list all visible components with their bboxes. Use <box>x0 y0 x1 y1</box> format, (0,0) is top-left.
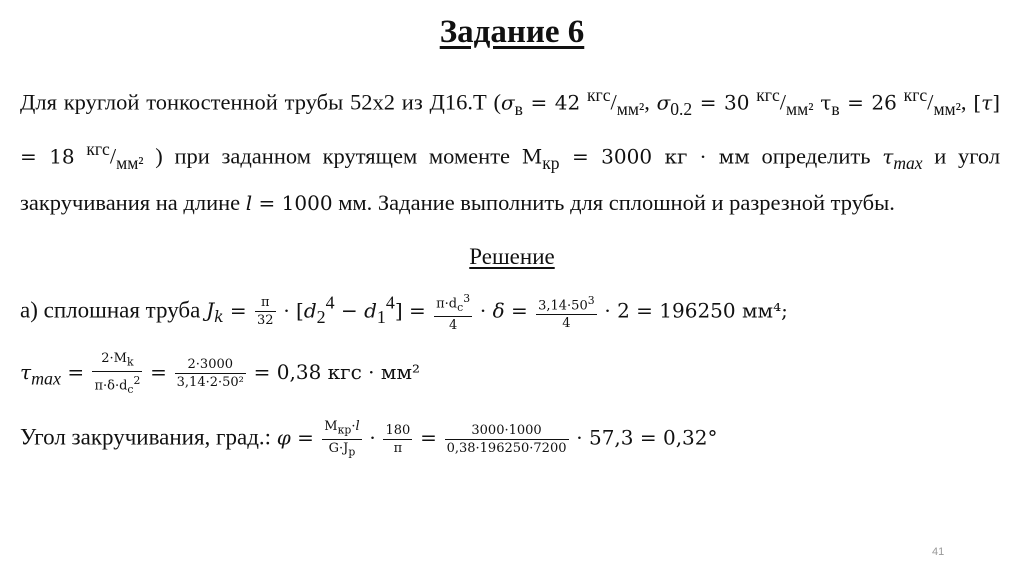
task-statement: Для круглой тонкостенной трубы 52х2 из Д16.Т ($\sigma_в = 42$ $^{кгс}/_{мм^2}$, $\sigma_{0.2} = 30$ $^{кгс}/_{мм^2}$ $\tau_в = 26$ $^{кгс}/_{мм^2}$, [τ] = 18 $^{кгс}/_{мм^2}$ ) при заданном крутящем моменте $М_{кр} = 3000$ кг · мм определить $\tau_{max}$ и угол закручивания на длине l = 1000 мм. Задание выполнить для сплошной и разрезной трубы. <box>20 85 1001 215</box>
sigma-b-value: 42 <box>554 90 581 115</box>
angle-label: Угол закручивания, град.: <box>20 424 272 450</box>
task-text-2: при заданном крутящем моменте <box>174 143 511 169</box>
length-value: 1000 <box>281 191 333 215</box>
fraction: $\frac{3000\cdot 1000}{0,38\cdot 196250\cdot 7200}$ <box>446 422 567 456</box>
formula-twist-angle: Угол закручивания, град.: φ = $\frac{M_{кр}\cdot l}{G\cdot J_p}$ · $\frac{180}{\pi}$ = $\frac{3000\cdot 1000}{0,38\cdot 196250\cdot 7200}$ · 57,3 = 0,32° <box>20 419 718 459</box>
part-a-result: · 2 = 196250 мм⁴; <box>604 298 788 323</box>
fraction: $\frac{\pi}{32}$ <box>257 295 274 329</box>
fraction: $\frac{3,14\cdot 50^3}{4}$ <box>538 293 595 332</box>
fraction: $\frac{2\cdot 3000}{\text{3,14·2·50²}}$ <box>176 357 244 391</box>
tau-allow-value: 18 <box>49 144 75 169</box>
formula-tau-max: $\tau_{max}$ = $\frac{2\cdot M_k}{\pi\cdot\delta\cdot d_c^2}$ = $\frac{2\cdot 3000}{\text{3,14·2·50²}}$ = 0,38 кгс · мм² <box>20 351 421 396</box>
task-text-1: Для круглой тонкостенной трубы 52х2 из Д16.Т ( <box>20 89 501 115</box>
tau-result: = 0,38 кгс · мм² <box>253 360 421 385</box>
task-text-5: мм. Задание выполнить для сплошной и разрезной трубы. <box>338 190 895 215</box>
fraction: $\frac{\pi\cdot d_c^3}{4}$ <box>436 292 471 333</box>
task-text-4: и угол закручивания на длине <box>20 143 1001 215</box>
fraction: $\frac{2\cdot M_k}{\pi\cdot\delta\cdot d_c^2}$ <box>94 351 141 396</box>
slide-title: Задание 6 <box>439 14 585 50</box>
angle-result: · 57,3 = 0,32° <box>576 425 718 450</box>
formula-polar-moment: а) сплошная труба $J_k$ = $\frac{\pi}{32}$ · $[d_2^4 - d_1^4]$ = $\frac{\pi\cdot d_c^3}{4}$ · δ = $\frac{3,14\cdot 50^3}{4}$ · 2 = 196250 мм⁴; <box>20 292 788 333</box>
fraction: $\frac{180}{\pi}$ <box>385 422 411 456</box>
fraction: $\frac{M_{кр}\cdot l}{G\cdot J_p}$ <box>324 419 360 459</box>
tau-b-value: 26 <box>871 90 897 115</box>
part-a-label: а) сплошная труба <box>20 297 201 323</box>
task-text-3: определить <box>761 143 871 169</box>
torque-value: 3000 кг · мм <box>601 144 750 169</box>
sigma-02-value: 30 <box>724 90 750 115</box>
page-number: 41 <box>932 546 945 558</box>
solution-heading: Решение <box>469 244 555 269</box>
